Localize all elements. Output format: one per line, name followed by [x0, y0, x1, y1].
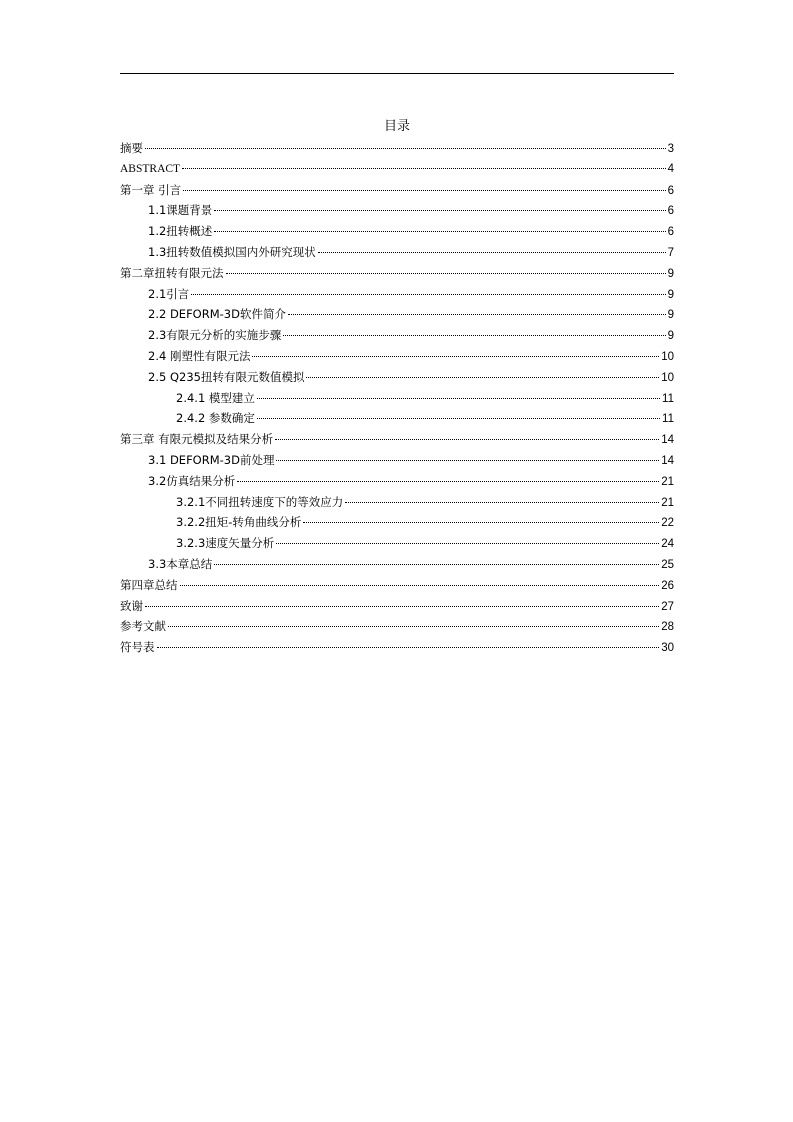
- toc-entry-2-4[interactable]: [120, 346, 674, 367]
- toc-entry-1-3[interactable]: [120, 242, 674, 263]
- toc-entry-page: 26: [661, 579, 674, 592]
- toc-entry-label: 摘要: [120, 141, 143, 155]
- dot-leader: [257, 418, 660, 419]
- toc-entry-3-2-2[interactable]: [120, 512, 674, 533]
- table-of-contents: [120, 138, 674, 658]
- dot-leader: [237, 481, 659, 482]
- toc-entry-label: 2.4 刚塑性有限元法: [148, 348, 251, 363]
- toc-entry-label: 2.3有限元分析的实施步骤: [148, 328, 282, 343]
- toc-entry-label: 2.4.1 模型建立: [176, 390, 255, 405]
- toc-entry-page: 9: [667, 267, 674, 280]
- toc-entry-2-2[interactable]: [120, 304, 674, 325]
- toc-entry-page: 6: [667, 184, 674, 197]
- dot-leader: [191, 294, 665, 295]
- toc-entry-label: 2.1引言: [148, 286, 190, 301]
- toc-entry-chapter-1[interactable]: [120, 180, 674, 201]
- dot-leader: [168, 626, 659, 627]
- dot-leader: [345, 502, 659, 503]
- toc-entry-page: 10: [661, 371, 674, 384]
- toc-entry-abstract-en[interactable]: [120, 159, 674, 180]
- toc-entry-page: 6: [667, 205, 674, 218]
- toc-entry-label: 3.2.3速度矢量分析: [176, 536, 275, 551]
- toc-entry-3-2[interactable]: [120, 471, 674, 492]
- toc-entry-chapter-3[interactable]: [120, 429, 674, 450]
- toc-entry-1-1[interactable]: [120, 200, 674, 221]
- dot-leader: [318, 252, 666, 253]
- dot-leader: [257, 398, 660, 399]
- toc-entry-page: 4: [667, 162, 674, 175]
- toc-entry-page: 9: [667, 330, 674, 343]
- toc-entry-3-1[interactable]: [120, 450, 674, 471]
- toc-entry-2-1[interactable]: [120, 284, 674, 305]
- dot-leader: [288, 314, 666, 315]
- toc-entry-page: 27: [661, 600, 674, 613]
- dot-leader: [145, 148, 666, 149]
- toc-entry-page: 25: [661, 558, 674, 571]
- toc-entry-page: 7: [667, 246, 674, 259]
- toc-entry-label: 1.2扭转概述: [148, 224, 213, 239]
- toc-entry-page: 21: [661, 475, 674, 488]
- dot-leader: [182, 168, 666, 169]
- dot-leader: [214, 231, 665, 232]
- toc-entry-abstract-cn[interactable]: [120, 138, 674, 159]
- toc-entry-chapter-2[interactable]: [120, 263, 674, 284]
- toc-entry-label: 3.3本章总结: [148, 556, 213, 571]
- dot-leader: [303, 522, 659, 523]
- toc-entry-label: 3.2.1不同扭转速度下的等效应力: [176, 494, 344, 509]
- dot-leader: [306, 377, 659, 378]
- toc-entry-page: 14: [661, 434, 674, 447]
- toc-entry-label: 第四章总结: [120, 577, 178, 592]
- dot-leader: [214, 564, 659, 565]
- dot-leader: [252, 356, 659, 357]
- toc-entry-label: 2.4.2 参数确定: [176, 411, 255, 426]
- toc-entry-page: 11: [662, 413, 674, 426]
- toc-entry-label: 符号表: [120, 640, 155, 655]
- toc-entry-label: 第一章 引言: [120, 182, 182, 197]
- toc-entry-2-4-2[interactable]: [120, 408, 674, 429]
- toc-entry-label: ABSTRACT: [120, 162, 181, 175]
- toc-title: 目录: [383, 119, 410, 134]
- dot-leader: [157, 647, 660, 648]
- toc-entry-3-2-3[interactable]: [120, 533, 674, 554]
- toc-entry-label: 第二章扭转有限元法: [120, 265, 224, 280]
- toc-entry-2-5[interactable]: [120, 367, 674, 388]
- toc-entry-label: 第三章 有限元模拟及结果分析: [120, 432, 274, 447]
- dot-leader: [275, 439, 659, 440]
- toc-entry-acknowledgements[interactable]: [120, 596, 674, 617]
- toc-entry-page: 3: [667, 143, 674, 155]
- toc-entry-references[interactable]: [120, 616, 674, 637]
- toc-entry-page: 24: [661, 538, 674, 551]
- toc-entry-1-2[interactable]: [120, 221, 674, 242]
- toc-entry-page: 10: [661, 350, 674, 363]
- toc-entry-page: 21: [661, 496, 674, 509]
- dot-leader: [145, 606, 659, 607]
- dot-leader: [226, 273, 666, 274]
- dot-leader: [283, 335, 665, 336]
- toc-entry-3-2-1[interactable]: [120, 492, 674, 513]
- toc-entry-page: 28: [661, 621, 674, 634]
- toc-entry-page: 9: [667, 288, 674, 301]
- toc-entry-label: 1.1课题背景: [148, 203, 213, 218]
- dot-leader: [180, 585, 660, 586]
- toc-entry-label: 1.3扭转数值模拟国内外研究现状: [148, 244, 316, 259]
- toc-entry-page: 9: [667, 309, 674, 322]
- toc-entry-label: 致谢: [120, 598, 143, 613]
- toc-entry-page: 6: [667, 226, 674, 239]
- toc-entry-label: 3.1 DEFORM-3D前处理: [148, 452, 275, 467]
- toc-entry-label: 2.2 DEFORM-3D软件简介: [148, 307, 286, 322]
- toc-entry-label: 3.2仿真结果分析: [148, 473, 236, 488]
- header-rule: [120, 73, 674, 74]
- toc-entry-3-3[interactable]: [120, 554, 674, 575]
- dot-leader: [183, 190, 665, 191]
- toc-entry-label: 2.5 Q235扭转有限元数值模拟: [148, 369, 305, 384]
- dot-leader: [276, 543, 659, 544]
- toc-entry-page: 22: [661, 517, 674, 530]
- dot-leader: [276, 460, 659, 461]
- toc-entry-page: 30: [661, 642, 674, 655]
- toc-entry-page: 14: [661, 454, 674, 467]
- dot-leader: [214, 210, 665, 211]
- toc-entry-chapter-4[interactable]: [120, 575, 674, 596]
- toc-entry-symbols[interactable]: [120, 637, 674, 658]
- toc-entry-2-4-1[interactable]: [120, 388, 674, 409]
- toc-entry-label: 参考文献: [120, 619, 166, 634]
- toc-entry-page: 11: [662, 392, 674, 405]
- toc-entry-2-3[interactable]: [120, 325, 674, 346]
- toc-entry-label: 3.2.2扭矩-转角曲线分析: [176, 515, 302, 530]
